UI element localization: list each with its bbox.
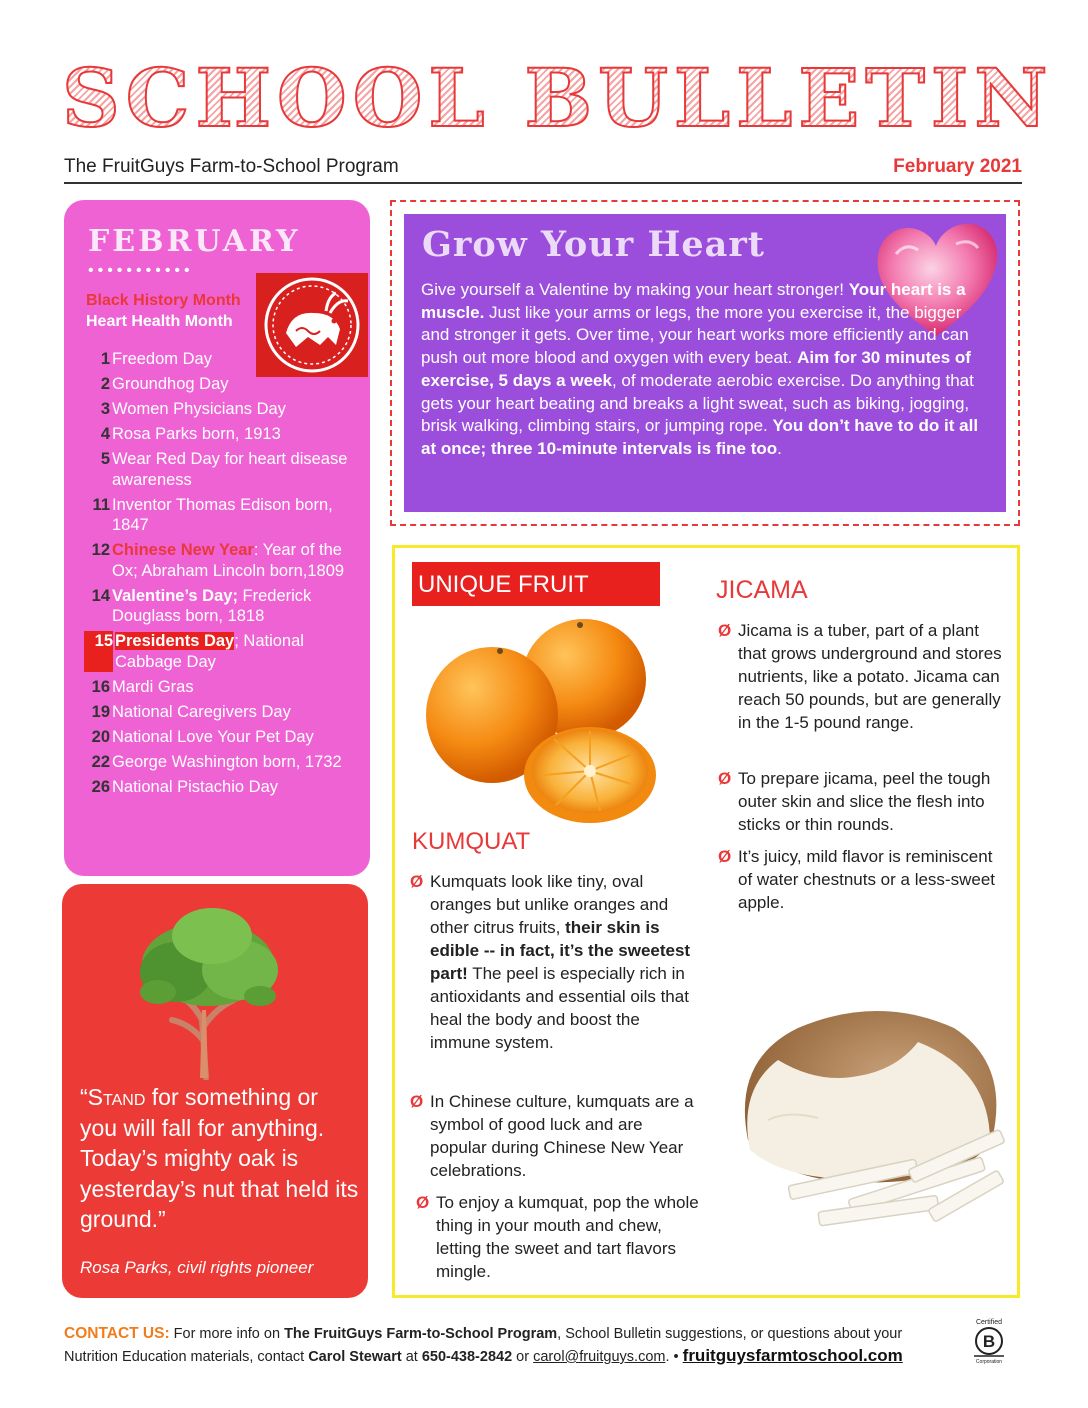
- bullet-icon: Ø: [718, 769, 732, 788]
- calendar-highlight: Presidents Day: [115, 632, 235, 650]
- issue-date: February 2021: [893, 156, 1022, 177]
- footer-line-2: Nutrition Education materials, contact Carol Stewart at 650-438-2842 or carol@fruitguys.com. • fruitguysfarmtoschool.com: [64, 1346, 903, 1365]
- bullet-icon: Ø: [718, 847, 732, 866]
- calendar-item: 2 Groundhog Day: [100, 375, 229, 393]
- svg-text:Corporation: Corporation: [975, 1359, 1003, 1364]
- footer-line-1: CONTACT US: For more info on The FruitGuys Farm-to-School Program, School Bulletin suggestions, or questions about your: [64, 1325, 903, 1342]
- calendar-dots-divider: •••••••••••: [88, 262, 194, 279]
- kumquat-title: KUMQUAT: [412, 828, 531, 855]
- svg-text:Certified: Certified: [975, 1319, 1003, 1326]
- kumquat-photo-icon: [420, 615, 682, 825]
- kumquat-fact-1: Ø Kumquats look like tiny, oval oranges but unlike oranges and other citrus fruits, their skin is edible -- in fact, it’s the sweetest part! The peel is especially rich in antioxidants and essential oils that heal the body and boost the immune system.: [410, 872, 691, 1052]
- heart-title: Grow Your Heart: [422, 224, 765, 265]
- bullet-icon: Ø: [718, 621, 732, 640]
- contact-phone: 650-438-2842: [421, 1349, 513, 1365]
- kumquat-fact-3: Ø To enjoy a kumquat, pop the whole thing in your mouth and chew, letting the sweet and tart flavors mingle.: [416, 1193, 699, 1281]
- bullet-icon: Ø: [416, 1193, 430, 1212]
- calendar-item: 11 Inventor Thomas Edison born, 1847: [92, 495, 333, 534]
- tree-illustration-icon: [128, 900, 288, 1080]
- calendar-item: 5 Wear Red Day for heart disease awareness: [100, 450, 348, 489]
- jicama-title: JICAMA: [716, 576, 808, 604]
- calendar-item: 16 Mardi Gras: [91, 677, 194, 696]
- calendar-month-title: FEBRUARY: [88, 224, 301, 259]
- observance-black-history: Black History Month: [86, 292, 241, 309]
- kumquat-fact-2: Ø In Chinese culture, kumquats are a symbol of good luck and are popular during Chinese New Year celebrations.: [410, 1092, 694, 1180]
- calendar-item: 1 Freedom Day: [100, 350, 212, 368]
- calendar-item: 14 Valentine’s Day; Frederick Douglass born, 1818: [91, 586, 312, 625]
- contact-email-link[interactable]: carol@fruitguys.com: [533, 1349, 666, 1365]
- contact-us-label: CONTACT US:: [64, 1325, 170, 1342]
- calendar-item: 3 Women Physicians Day: [100, 400, 286, 418]
- calendar-day-list: [84, 349, 364, 802]
- calendar-item: 26 National Pistachio Day: [91, 777, 278, 796]
- calendar-highlight: Valentine’s Day;: [112, 586, 238, 605]
- quote-text: “Stand for something or you will fall for anything. Today’s mighty oak is yesterday’s nut that held its ground.”: [80, 1084, 359, 1232]
- jicama-photo-icon: [728, 1000, 1014, 1236]
- svg-text:B: B: [982, 1332, 996, 1351]
- calendar-item: 22 George Washington born, 1732: [91, 752, 342, 771]
- bulletin-title: SCHOOL BULLETIN: [62, 51, 1054, 145]
- observance-heart-health: Heart Health Month: [86, 313, 233, 330]
- calendar-item: 12 Chinese New Year: Year of the Ox; Abraham Lincoln born,1809: [91, 541, 345, 580]
- bullet-icon: Ø: [410, 872, 424, 891]
- calendar-item: 15 Presidents Day; National Cabbage Day: [84, 631, 364, 672]
- jicama-fact-3: Ø It’s juicy, mild flavor is reminiscent of water chestnuts or a less-sweet apple.: [718, 847, 996, 912]
- calendar-item: 20 National Love Your Pet Day: [91, 727, 314, 746]
- jicama-fact-2: Ø To prepare jicama, peel the tough outer skin and slice the flesh into sticks or thin rounds.: [718, 769, 991, 834]
- program-name: The FruitGuys Farm-to-School Program: [64, 156, 399, 177]
- heart-body-text: Give yourself a Valentine by making your heart stronger! Your heart is a muscle. Just like your arms or legs, the more you exercise it, the bigger and stronger it gets. Over time, your heart works more efficiently and can push out more blood and oxygen with every beat. Aim for 30 minutes of exercise, 5 days a week, of moderate aerobic exercise. Do anything that gets your heart beating and breaks a light sweat, such as biking, jogging, brisk walking, climbing stairs, or jumping rope. You don’t have to do it all at once; three 10-minute intervals is fine too.: [421, 280, 979, 458]
- bullet-icon: Ø: [410, 1092, 424, 1111]
- unique-fruit-label: UNIQUE FRUIT: [418, 571, 589, 598]
- header-divider: [64, 182, 1022, 184]
- calendar-highlight: Chinese New Year: [112, 541, 254, 559]
- calendar-item: 19 National Caregivers Day: [91, 702, 291, 721]
- b-corp-logo-icon: [966, 1316, 1012, 1364]
- jicama-fact-1: Ø Jicama is a tuber, part of a plant that grows underground and stores nutrients, like a potato. Jicama can reach 50 pounds, but are generally in the 1-5 pound range.: [718, 621, 1002, 732]
- calendar-item: 4 Rosa Parks born, 1913: [100, 425, 281, 443]
- website-link[interactable]: fruitguysfarmtoschool.com: [682, 1346, 903, 1365]
- quote-attribution: Rosa Parks, civil rights pioneer: [80, 1258, 314, 1277]
